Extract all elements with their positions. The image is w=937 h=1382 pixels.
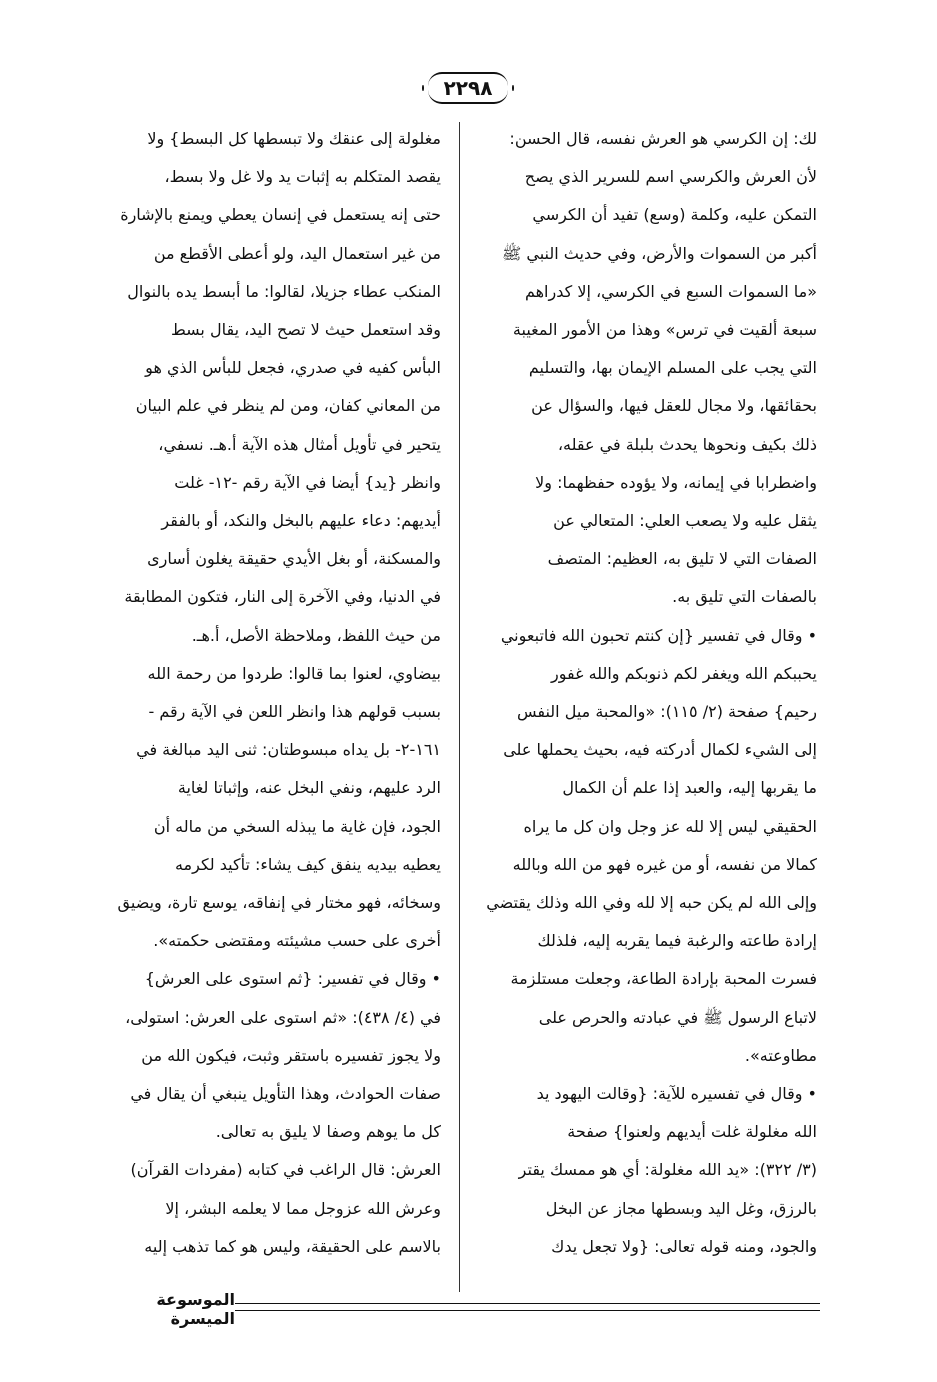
text-line: والمسكنة، أو بغل الأيدي حقيقة يغلون أسارى: [147, 549, 441, 569]
text-line: يعطيه بيديه ينفق كيف يشاء: تأكيد لكرمه: [174, 854, 441, 874]
text-line: لأن العرش والكرسي اسم للسرير الذي يصح: [524, 167, 817, 187]
text-line: الجود، فإن غاية ما يبذله السخي من ماله أن: [153, 816, 441, 836]
text-line: من المعاني كفان، ومن لم ينظر في علم البيان: [135, 396, 441, 416]
text-line: الصفات التي لا تليق به، العظيم: المتصف: [547, 549, 817, 569]
ornament-dot-icon: [422, 85, 424, 91]
text-line: «ما السموات السبع في الكرسي، إلا كدراهم: [524, 281, 817, 301]
footer-rule: [235, 1303, 820, 1311]
text-line: لك: إن الكرسي هو العرش نفسه، قال الحسن:: [509, 129, 817, 148]
text-line: كمالا من نفسه، أو من غيره فهو من الله وبالله: [512, 854, 817, 874]
text-line: بالرزق، وغل اليد وبسطها مجاز عن البخل: [545, 1198, 817, 1218]
column-divider: [459, 122, 460, 1292]
text-line: الحقيقي ليس إلا لله عز وجل وان كل ما يراه: [523, 816, 817, 836]
text-line: المنكب عطاء جزيلا، لقالوا: ما أبسط يده بالنوال: [127, 281, 441, 301]
text-line: أيديهم: دعاء عليهم بالبخل والنكد، أو بالفقر: [161, 511, 441, 531]
text-line: بالصفات التي تليق به.: [672, 587, 817, 607]
text-line: إرادة طاعته والرغبة فيما يقربه إليه، فلذلك: [537, 931, 817, 951]
text-line: كل ما يوهم وصفا لا يليق به تعالى.: [215, 1122, 441, 1142]
text-line: رحيم} صفحة (٢/ ١١٥): «والمحبة ميل النفس: [516, 702, 817, 722]
text-line: بسبب قولهم هذا وانظر اللعن في الآية رقم -: [148, 702, 441, 722]
text-line: يتحير في تأويل أمثال هذه الآية أ.هـ. نسفي،: [158, 434, 441, 454]
text-line: لاتباع الرسول ﷺ في عبادته والحرص على: [538, 1007, 817, 1027]
text-line: وقد استعمل حيث لا تصح اليد، يقال بسط: [170, 320, 441, 340]
text-line: ١٦١-٢- بل يداه مبسوطتان: ثنى اليد مبالغة في: [136, 740, 441, 760]
text-line: وانظر {يد} أيضا في الآية رقم -١٢- غلت: [174, 472, 441, 492]
text-line: العرش: قال الراغب في كتابه (مفردات القرآن): [130, 1160, 441, 1180]
footer-title: الموسوعة الميسرة: [156, 1290, 235, 1328]
text-line: التي يجب على المسلم الإيمان بها، والتسليم: [528, 358, 817, 378]
text-line: مغلولة إلى عنقك ولا تبسطها كل البسط} ولا: [147, 129, 441, 148]
text-line: (٣/ ٣٢٢): «يد الله مغلولة: أي هو ممسك يقتر: [518, 1160, 817, 1180]
text-line: صفات الحوادث، وهذا التأويل ينبغي أن يقال في: [130, 1084, 441, 1104]
text-line: ما يقربها إليه، والعبد إذا علم أن الكمال: [562, 778, 817, 798]
text-line: في (٤/ ٤٣٨): «ثم استوى على العرش: استولى،: [125, 1007, 441, 1027]
text-line: إلى الشيء لكمال أدركته فيه، بحيث يحملها على: [503, 740, 817, 760]
text-line: بيضاوي، لعنوا بما قالوا: طردوا من رحمة الله: [147, 663, 441, 683]
text-line: بحقائقها، ولا مجال للعقل فيها، والسؤال عن: [531, 396, 817, 416]
text-line: أخرى على حسب مشيئته ومقتضى حكمته».: [153, 931, 441, 951]
text-line: وعرش الله عزوجل مما لا يعلمه البشر، إلا: [165, 1198, 441, 1218]
left-column: [95, 120, 441, 1290]
text-line: حتى إنه يستعمل في إنسان يعطي ويمنع بالإشارة: [120, 205, 441, 225]
text-line: بالاسم على الحقيقة، وليس هو كما تذهب إليه: [144, 1236, 441, 1256]
text-line: • وقال في تفسير: {ثم استوى على العرش}: [144, 969, 441, 989]
text-line: الرد عليهم، ونفي البخل عنه، وإثباتا لغاية: [177, 778, 441, 798]
text-line: من غير استعمال اليد، ولو أعطى الأقطع من: [153, 243, 441, 263]
text-line: • وقال في تفسير {إن كنتم تحبون الله فاتبعوني: [500, 625, 817, 645]
text-line: يقصد المتكلم به إثبات يد ولا غل ولا بسط،: [164, 167, 441, 187]
text-line: وسخائه، فهو مختار في إنفاقه، يوسع تارة، ويضيق: [117, 893, 441, 913]
text-line: فسرت المحبة بإرادة الطاعة، وجعلت مستلزمة: [510, 969, 817, 989]
right-column: [471, 120, 817, 1290]
text-line: ولا يجوز تفسيره باستقر وثبت، فيكون الله من: [141, 1045, 441, 1065]
text-line: والجود، ومنه قوله تعالى: {ولا تجعل يدك: [551, 1236, 817, 1256]
text-line: يحببكم الله ويغفر لكم ذنوبكم والله غفور: [551, 663, 817, 683]
text-line: ذلك بكيف ونحوها يحدث بلبلة في عقله،: [557, 434, 817, 454]
text-line: • وقال في تفسيره للآية: {وقالت اليهود يد: [536, 1084, 817, 1104]
text-line: البأس كفيه في صدري، فجعل للبأس الذي هو: [145, 358, 441, 378]
text-line: في الدنيا، وفي الآخرة إلى النار، فتكون المطابقة: [124, 587, 441, 607]
ornament-dot-icon: [512, 85, 514, 91]
text-line: مطاوعته».: [744, 1045, 817, 1065]
page-number: [418, 70, 518, 106]
text-line: أكبر من السموات والأرض، وفي حديث النبي ﷺ: [501, 243, 817, 263]
text-line: التمكن عليه، وكلمة (وسع) تفيد أن الكرسي: [532, 205, 817, 225]
text-line: يثقل عليه ولا يصعب العلي: المتعالي عن: [553, 511, 817, 531]
text-line: من حيث اللفظ، وملاحظة الأصل، أ.هـ.: [191, 625, 441, 645]
text-line: الله مغلولة غلت أيديهم ولعنوا} صفحة: [567, 1122, 817, 1142]
text-line: وإلى الله لم يكن حبه إلا لله وفي الله وذلك يقتضي: [486, 893, 817, 913]
text-line: سبعة ألقيت في ترس» وهذا من الأمور المغيبة: [512, 320, 817, 340]
page-number-label: ٢٢٩٨: [428, 72, 509, 104]
text-line: واضطرابا في إيمانه، ولا يؤوده حفظهما: ولا: [535, 472, 817, 492]
